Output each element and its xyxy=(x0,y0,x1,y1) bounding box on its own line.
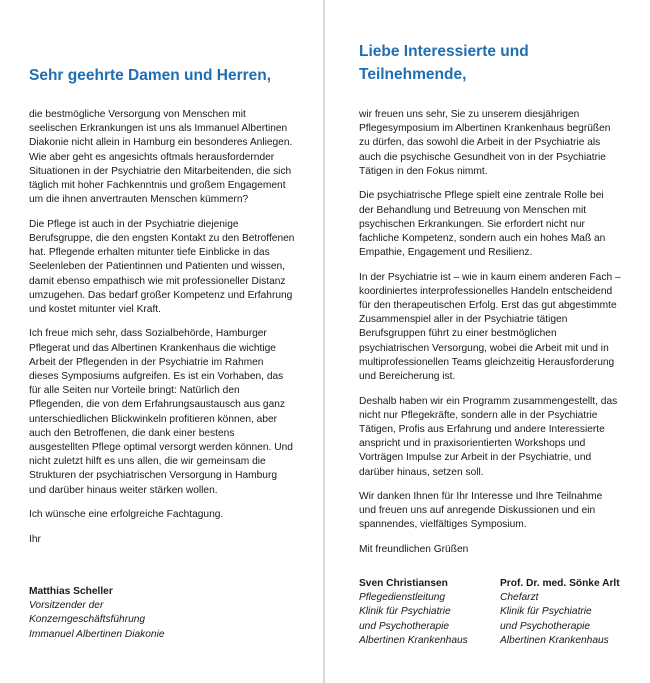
signature-title: und Psychotherapie xyxy=(359,620,450,632)
signature-title: Klinik für Psychiatrie xyxy=(500,606,592,618)
signature-title: Chefarzt xyxy=(500,592,539,604)
left-paragraph: Die Pflege ist auch in der Psychiatrie diejenige Berufsgruppe, die den engsten Kontakt zu den Betroffenen hat. Pflegende erhalten mitunter tiefe Einblicke in das Seelenleben der Patientinnen und Patienten und wissen, damit ebenso empathisch wie mit professioneller Distanz umzugehen. Das bedarf großer Kompetenz und Erfahrung und kostet mitunter viel Kraft. xyxy=(29,218,295,315)
signature-title: Albertinen Krankenhaus xyxy=(359,634,468,646)
right-heading-line: Liebe Interessierte und xyxy=(359,43,529,60)
signature-title: Immanuel Albertinen Diakonie xyxy=(29,628,165,640)
signature-title: Albertinen Krankenhaus xyxy=(500,634,609,646)
right-paragraph: wir freuen uns sehr, Sie zu unserem diesjährigen Pflegesymposium im Albertinen Krankenhaus begrüßen zu dürfen, das sowohl die Arbeit in der Psychiatrie als auch die psychische Gesundheit von in der Psychiatrie Tätigen in den Fokus nimmt. xyxy=(359,109,611,177)
right-paragraph: Die psychiatrische Pflege spielt eine zentrale Rolle bei der Behandlung und Betreuung von Menschen mit psychischen Erkrankungen. Sie erfordert nicht nur fachliche Kompetenz, sondern auch ein hohes Maß an Empathie, Engagement und Resilienz. xyxy=(359,190,606,259)
signature-title: Vorsitzender der xyxy=(29,600,104,612)
right-signature-2 xyxy=(500,577,640,648)
right-body xyxy=(359,108,621,567)
signature-name: Sven Christiansen xyxy=(359,578,448,589)
right-heading-line: Teilnehmende, xyxy=(359,66,467,83)
left-paragraph: Ich freue mich sehr, dass Sozialbehörde, Hamburger Pflegerat und das Albertinen Krankenhaus die wichtige Arbeit der Pflegenden in der Psychiatrie im Rahmen dieses Symposiums aufgreifen. Es ist ein Vorhaben, das für alle Seiten nur Vorteile bringt: Natürlich den Pflegenden, die von dem Erfahrungsaustausch aus ganz unterschiedlichen Blickwinkeln profitieren können, aber auch den Betroffenen, die dank einer bestens ausgestellten Pflege optimal versorgt werden können. Und nicht zuletzt hilft es uns allen, die wir gemeinsam die Strukturen der psychiatrischen Versorgung in Hamburg und darüber hinaus weiter stärken wollen. xyxy=(29,328,293,496)
right-paragraph: Wir danken Ihnen für Ihr Interesse und Ihre Teilnahme und freuen uns auf anregende Diskussionen und ein spannendes, vielfältiges Symposium. xyxy=(359,491,603,531)
left-paragraph: die bestmögliche Versorgung von Menschen mit seelischen Erkrankungen ist uns als Immanuel Albertinen Diakonie nicht allein in Hamburg ein besonderes Anliegen. Wie aber geht es angesichts oftmals herausfordernder Situationen in der Psychiatrie den Mitarbeitenden, die sich täglich mit hoher Fachkenntnis und großem Engagement um die ihnen anvertrauten Menschen kümmern? xyxy=(29,109,293,206)
signature-name: Matthias Scheller xyxy=(29,586,113,597)
signature-name: Prof. Dr. med. Sönke Arlt xyxy=(500,578,620,589)
left-page xyxy=(0,0,324,683)
left-body xyxy=(29,108,295,557)
signature-title: Klinik für Psychiatrie xyxy=(359,606,451,618)
signature-title: und Psychotherapie xyxy=(500,620,591,632)
signature-title: Pflegedienstleitung xyxy=(359,592,446,604)
right-page xyxy=(325,0,650,683)
right-signature-1 xyxy=(359,577,494,648)
left-heading: Sehr geehrte Damen und Herren, xyxy=(29,67,272,84)
left-paragraph: Ich wünsche eine erfolgreiche Fachtagung. xyxy=(29,509,224,521)
right-paragraph: Deshalb haben wir ein Programm zusammengestellt, das nicht nur Pflegekräfte, sondern alle in der Psychiatrie Tätigen, Profis aus Erfahrung und andere Interessierte anspricht und in praxisorientierten Workshops und Vorträgen Impulse zur Arbeit in der Psychiatrie, und darüber hinaus, setzen soll. xyxy=(359,395,618,478)
right-paragraph: Mit freundlichen Grüßen xyxy=(359,543,469,555)
left-signature xyxy=(29,585,289,642)
left-paragraph: Ihr xyxy=(29,533,41,545)
signature-title: Konzerngeschäftsführung xyxy=(29,614,146,626)
right-paragraph: In der Psychiatrie ist – wie in kaum einem anderen Fach – koordiniertes interprofessionelles Handeln entscheidend für den therapeutischen Erfolg. Erst das gut abgestimmte Zusammenspiel aller in der Psychiatrie tätigen Berufsgruppen führt zu einer bestmöglichen psychiatrischen Versorgung, wobei die Arbeit mit und in multiprofessionellen Teams gleichzeitig Herausforderung und Bereicherung ist. xyxy=(359,271,621,383)
right-heading xyxy=(359,40,639,86)
